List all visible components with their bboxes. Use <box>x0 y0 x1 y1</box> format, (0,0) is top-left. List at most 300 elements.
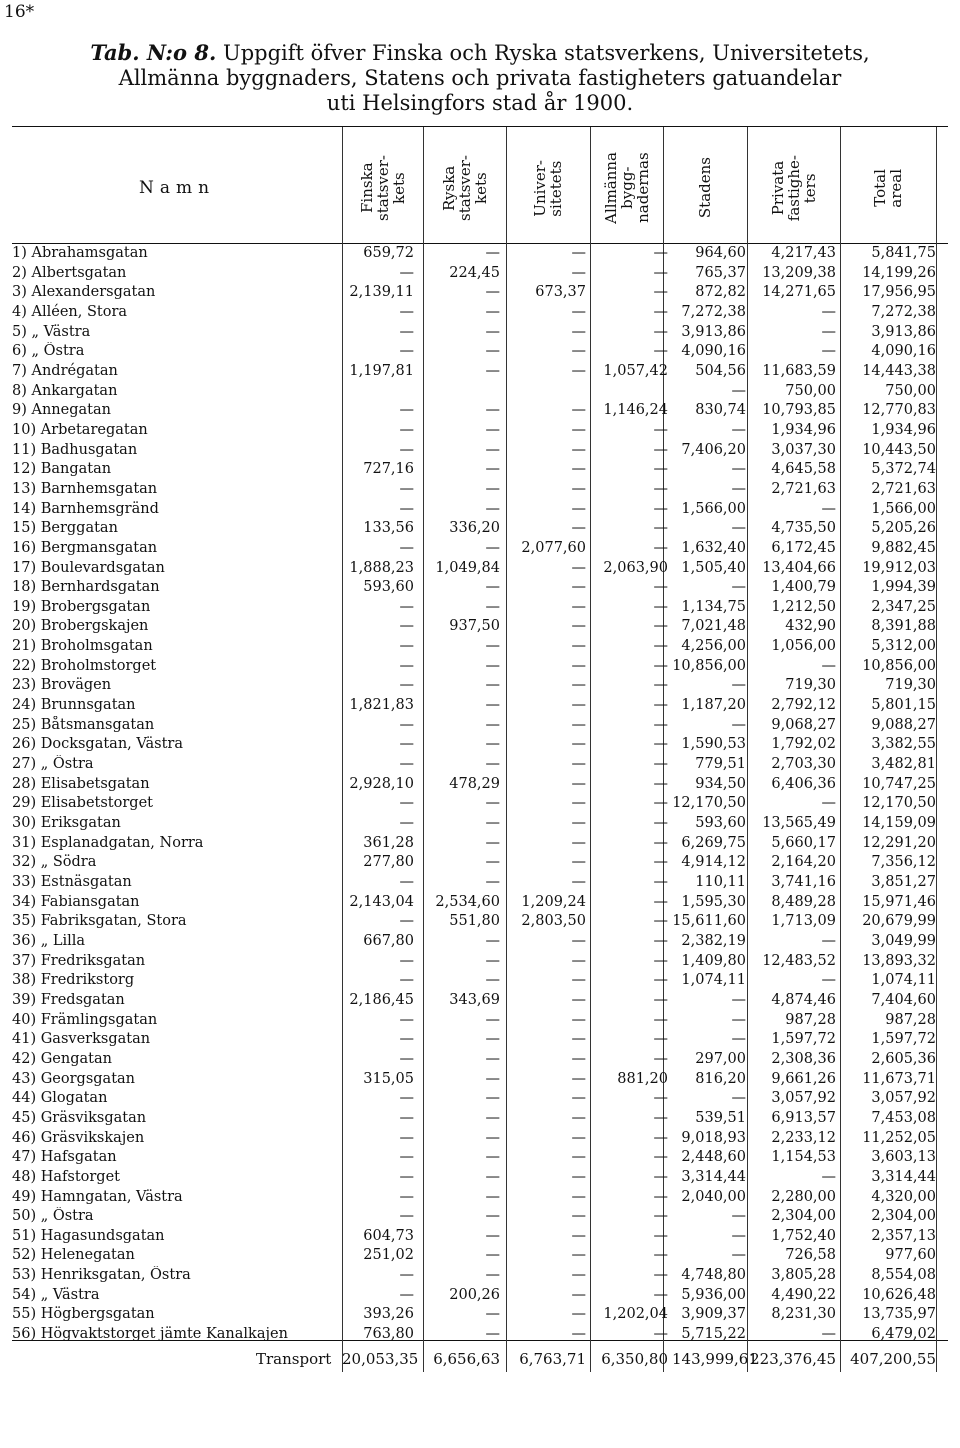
table-cell: 5,936,00 <box>681 1286 746 1303</box>
table-row <box>12 382 948 402</box>
table-cell: 6,479,02 <box>871 1326 936 1343</box>
street-name: 42) Gengatan <box>12 1050 112 1067</box>
table-cell: — <box>571 1090 586 1107</box>
table-cell: — <box>653 500 668 517</box>
table-cell: — <box>571 245 586 261</box>
table-cell: 432,90 <box>785 618 836 635</box>
table-cell: — <box>571 1050 586 1067</box>
table-cell: 504,56 <box>695 362 746 379</box>
table-cell: 19,912,03 <box>862 559 936 576</box>
table-row <box>12 676 948 696</box>
table-cell: 7,272,38 <box>681 303 746 320</box>
table-cell: 12,170,50 <box>862 795 936 812</box>
table-cell: — <box>731 677 746 694</box>
table-row <box>12 1109 948 1129</box>
table-cell: — <box>653 795 668 812</box>
table-cell: 1,632,40 <box>681 539 746 556</box>
table-cell: 14,271,65 <box>762 284 836 301</box>
table-cell: 3,913,86 <box>681 323 746 340</box>
table-cell: 9,661,26 <box>771 1070 836 1087</box>
street-name: 10) Arbetaregatan <box>12 421 148 438</box>
table-row <box>12 362 948 382</box>
table-cell: 593,60 <box>695 815 746 832</box>
table-cell: 551,80 <box>449 913 500 930</box>
table-cell: 2,605,36 <box>871 1050 936 1067</box>
street-name: 30) Eriksgatan <box>12 815 121 832</box>
table-cell: — <box>485 303 500 320</box>
table-cell: — <box>485 815 500 832</box>
table-cell: 2,382,19 <box>681 932 746 949</box>
table-cell: 3,314,44 <box>871 1168 936 1185</box>
table-cell: — <box>653 343 668 360</box>
table-cell: — <box>571 657 586 674</box>
street-name: 56) Högvaktstorget jämte Kanalkajen <box>12 1326 288 1343</box>
street-name: 37) Fredriksgatan <box>12 952 146 969</box>
table-row <box>12 1305 948 1325</box>
table-cell: — <box>571 441 586 458</box>
table-cell: 20,679,99 <box>862 913 936 930</box>
street-name: 39) Fredsgatan <box>12 991 125 1008</box>
table-row <box>12 1011 948 1031</box>
table-row <box>12 814 948 834</box>
table-row <box>12 460 948 480</box>
table-cell: — <box>653 480 668 497</box>
street-name: 23) Brovägen <box>12 677 112 694</box>
table-cell: — <box>485 1090 500 1107</box>
table-cell: — <box>399 323 414 340</box>
table-row <box>12 735 948 755</box>
transport-value: 143,999,61 <box>672 1350 758 1368</box>
table-cell: 872,82 <box>695 284 746 301</box>
table-cell: — <box>399 1208 414 1225</box>
table-cell: 779,51 <box>695 756 746 773</box>
table-cell: 3,913,86 <box>871 323 936 340</box>
table-cell: — <box>571 1247 586 1264</box>
table-cell: 11,683,59 <box>762 362 836 379</box>
table-cell: — <box>653 245 668 261</box>
table-cell: 17,956,95 <box>862 284 936 301</box>
transport-value: 20,053,35 <box>342 1350 419 1368</box>
table-label: Tab. N:o 8. <box>90 40 217 65</box>
street-name: 40) Främlingsgatan <box>12 1011 158 1028</box>
table-cell: 4,914,12 <box>681 854 746 871</box>
table-cell: — <box>571 815 586 832</box>
table-cell: — <box>485 874 500 890</box>
table-cell: — <box>485 736 500 753</box>
table-cell: 4,256,00 <box>681 638 746 655</box>
table-cell: — <box>399 539 414 556</box>
table-cell: — <box>653 1109 668 1126</box>
table-cell: 393,26 <box>363 1306 414 1323</box>
table-cell: 4,490,22 <box>771 1286 836 1303</box>
table-cell: 763,80 <box>363 1326 414 1343</box>
table-cell: — <box>485 284 500 301</box>
table-cell: — <box>571 1109 586 1126</box>
table-cell: 750,00 <box>785 382 836 399</box>
street-name: 35) Fabriksgatan, Stora <box>12 913 187 930</box>
table-cell: — <box>485 972 500 989</box>
table-cell: 7,406,20 <box>681 441 746 458</box>
street-name: 20) Brobergskajen <box>12 618 149 635</box>
table-cell: 2,164,20 <box>771 854 836 871</box>
table-cell: — <box>653 421 668 438</box>
street-name: 27) „ Östra <box>12 756 94 773</box>
table-cell: 2,928,10 <box>349 775 414 792</box>
street-name: 38) Fredrikstorg <box>12 972 135 989</box>
table-cell: — <box>485 421 500 438</box>
table-cell: — <box>485 1227 500 1244</box>
street-name: 2) Albertsgatan <box>12 264 127 281</box>
table-cell: — <box>731 991 746 1008</box>
table-cell: — <box>485 323 500 340</box>
table-row <box>12 500 948 520</box>
table-cell: — <box>485 638 500 655</box>
top-rule <box>12 126 948 127</box>
table-cell: — <box>653 677 668 694</box>
table-row <box>12 1089 948 1109</box>
table-row <box>12 617 948 637</box>
table-cell: — <box>485 697 500 714</box>
table-cell: 3,851,27 <box>871 874 936 890</box>
table-cell: — <box>485 1168 500 1185</box>
table-cell: — <box>653 1227 668 1244</box>
table-cell: 12,291,20 <box>862 834 936 851</box>
table-cell: — <box>485 1208 500 1225</box>
table-cell: 6,913,57 <box>771 1109 836 1126</box>
header-total: Total areal <box>871 168 905 208</box>
table-cell: — <box>653 952 668 969</box>
table-cell: — <box>821 1168 836 1185</box>
street-name: 41) Gasverksgatan <box>12 1031 151 1048</box>
table-cell: 1,146,24 <box>603 402 668 419</box>
street-name: 33) Estnäsgatan <box>12 874 132 890</box>
table-cell: — <box>485 441 500 458</box>
table-cell: 13,565,49 <box>762 815 836 832</box>
table-cell: 1,566,00 <box>681 500 746 517</box>
table-cell: 1,154,53 <box>771 1149 836 1166</box>
header-universitetets: Univer- sitetets <box>531 159 565 217</box>
table-cell: 4,217,43 <box>771 245 836 261</box>
table-cell: 3,482,81 <box>871 756 936 773</box>
table-cell: — <box>821 972 836 989</box>
table-cell: — <box>399 638 414 655</box>
table-cell: 5,312,00 <box>871 638 936 655</box>
street-name: 43) Georgsgatan <box>12 1070 136 1087</box>
table-cell: — <box>571 598 586 615</box>
table-cell: 315,05 <box>363 1070 414 1087</box>
table-cell: — <box>399 303 414 320</box>
table-row <box>12 401 948 421</box>
table-cell: — <box>821 932 836 949</box>
table-cell: 200,26 <box>449 1286 500 1303</box>
table-cell: 1,187,20 <box>681 697 746 714</box>
table-cell: 478,29 <box>449 775 500 792</box>
street-name: 55) Högbergsgatan <box>12 1306 155 1323</box>
table-row <box>12 342 948 362</box>
header-privata: Privata fastighe- ters <box>768 154 819 222</box>
table-cell: 4,090,16 <box>871 343 936 360</box>
table-cell: — <box>399 421 414 438</box>
table-cell: 11,252,05 <box>862 1129 936 1146</box>
table-cell: 9,018,93 <box>681 1129 746 1146</box>
table-cell: — <box>571 480 586 497</box>
table-cell: 2,308,36 <box>771 1050 836 1067</box>
transport-value: 6,350,80 <box>601 1350 668 1368</box>
table-cell: 10,856,00 <box>672 657 746 674</box>
table-row <box>12 519 948 539</box>
title-line-1: Uppgift öfver Finska och Ryska statsverkens, Universitetets, <box>223 41 870 65</box>
table-cell: 964,60 <box>695 245 746 261</box>
table-cell: — <box>485 579 500 596</box>
table-cell: — <box>731 520 746 537</box>
table-cell: — <box>485 756 500 773</box>
table-cell: — <box>731 1247 746 1264</box>
table-cell: — <box>485 1188 500 1205</box>
table-cell: — <box>653 1326 668 1343</box>
table-cell: — <box>485 402 500 419</box>
street-name: 54) „ Västra <box>12 1286 100 1303</box>
transport-value: 6,763,71 <box>519 1350 586 1368</box>
table-cell: — <box>571 874 586 890</box>
street-name: 49) Hamngatan, Västra <box>12 1188 183 1205</box>
table-cell: — <box>653 1050 668 1067</box>
table-cell: — <box>399 1050 414 1067</box>
table-cell: 3,805,28 <box>771 1267 836 1284</box>
table-cell: — <box>731 480 746 497</box>
table-body <box>12 244 948 1345</box>
table-row <box>12 991 948 1011</box>
table-cell: 5,841,75 <box>871 245 936 261</box>
table-cell: 6,172,45 <box>771 539 836 556</box>
table-cell: — <box>485 1050 500 1067</box>
table-title <box>0 40 960 116</box>
table-cell: 830,74 <box>695 402 746 419</box>
street-name: 28) Elisabetsgatan <box>12 775 150 792</box>
table-cell: — <box>731 1011 746 1028</box>
table-cell: 1,409,80 <box>681 952 746 969</box>
table-cell: 2,792,12 <box>771 697 836 714</box>
table-cell: 1,888,23 <box>349 559 414 576</box>
table-cell: — <box>399 952 414 969</box>
table-cell: — <box>653 1129 668 1146</box>
table-cell: — <box>571 854 586 871</box>
table-cell: — <box>653 1011 668 1028</box>
table-cell: 7,272,38 <box>871 303 936 320</box>
table-row <box>12 441 948 461</box>
table-cell: — <box>653 1267 668 1284</box>
table-cell: — <box>571 1149 586 1166</box>
table-cell: — <box>571 756 586 773</box>
table-cell: 2,703,30 <box>771 756 836 773</box>
table-cell: 1,049,84 <box>435 559 500 576</box>
table-cell: — <box>571 1227 586 1244</box>
table-cell: 673,37 <box>535 284 586 301</box>
table-cell: 2,063,90 <box>603 559 668 576</box>
table-cell: 2,186,45 <box>349 991 414 1008</box>
table-cell: — <box>653 520 668 537</box>
table-row <box>12 283 948 303</box>
table-cell: — <box>653 284 668 301</box>
table-cell: 7,356,12 <box>871 854 936 871</box>
street-name: 19) Brobergsgatan <box>12 598 151 615</box>
table-cell: — <box>653 972 668 989</box>
table-cell: 1,505,40 <box>681 559 746 576</box>
table-cell: — <box>571 991 586 1008</box>
table-cell: — <box>399 795 414 812</box>
table-cell: 12,483,52 <box>762 952 836 969</box>
street-name: 5) „ Västra <box>12 323 91 340</box>
table-cell: — <box>571 1129 586 1146</box>
table-cell: 1,597,72 <box>771 1031 836 1048</box>
table-cell: — <box>653 893 668 910</box>
table-cell: — <box>731 1031 746 1048</box>
table-cell: 10,443,50 <box>862 441 936 458</box>
table-cell: 2,233,12 <box>771 1129 836 1146</box>
table-cell: — <box>653 932 668 949</box>
table-cell: — <box>571 775 586 792</box>
table-cell: — <box>653 1188 668 1205</box>
table-cell: — <box>485 1306 500 1323</box>
table-cell: 6,406,36 <box>771 775 836 792</box>
table-row <box>12 1070 948 1090</box>
table-cell: — <box>653 579 668 596</box>
table-cell: 3,741,16 <box>771 874 836 890</box>
table-cell: 10,856,00 <box>862 657 936 674</box>
table-cell: 297,00 <box>695 1050 746 1067</box>
table-cell: — <box>399 1109 414 1126</box>
table-cell: — <box>571 1208 586 1225</box>
table-cell: — <box>571 402 586 419</box>
table-cell: — <box>653 815 668 832</box>
table-cell: — <box>571 1267 586 1284</box>
street-name: 29) Elisabetstorget <box>12 795 153 812</box>
street-name: 48) Hafstorget <box>12 1168 120 1185</box>
table-cell: 750,00 <box>885 382 936 399</box>
street-name: 3) Alexandersgatan <box>12 284 156 301</box>
table-cell: 719,30 <box>885 677 936 694</box>
title-line-3: uti Helsingfors stad år 1900. <box>326 91 634 115</box>
table-cell: — <box>571 1168 586 1185</box>
table-cell: 9,088,27 <box>871 716 936 733</box>
table-cell: — <box>399 756 414 773</box>
street-name: 36) „ Lilla <box>12 932 86 949</box>
table-cell: — <box>485 716 500 733</box>
table-cell: — <box>399 874 414 890</box>
transport-label: Transport <box>256 1350 332 1368</box>
table-cell: 5,372,74 <box>871 461 936 478</box>
table-cell: 10,793,85 <box>762 402 836 419</box>
table-cell: 2,040,00 <box>681 1188 746 1205</box>
table-cell: — <box>653 638 668 655</box>
table-cell: — <box>653 736 668 753</box>
table-cell: 7,404,60 <box>871 991 936 1008</box>
table-cell: — <box>653 1168 668 1185</box>
header-allmanna: Allmänna bygg- nadernas <box>601 152 652 224</box>
table-cell: 2,534,60 <box>435 893 500 910</box>
table-cell: — <box>571 323 586 340</box>
table-cell: — <box>485 598 500 615</box>
table-cell: — <box>653 461 668 478</box>
table-cell: — <box>571 1031 586 1048</box>
table-cell: — <box>485 1031 500 1048</box>
table-row <box>12 1246 948 1266</box>
table-cell: — <box>731 579 746 596</box>
table-cell: — <box>653 697 668 714</box>
table-cell: — <box>731 1227 746 1244</box>
table-cell: 1,590,53 <box>681 736 746 753</box>
table-row <box>12 834 948 854</box>
table-row <box>12 244 948 264</box>
street-name: 12) Bangatan <box>12 461 112 478</box>
table-cell: 15,611,60 <box>672 913 746 930</box>
table-cell: 6,269,75 <box>681 834 746 851</box>
table-row <box>12 1168 948 1188</box>
table-cell: 5,715,22 <box>681 1326 746 1343</box>
table-cell: — <box>653 913 668 930</box>
table-cell: 13,893,32 <box>862 952 936 969</box>
table-cell: — <box>399 1286 414 1303</box>
table-cell: — <box>821 1326 836 1343</box>
table-cell: 3,037,30 <box>771 441 836 458</box>
street-name: 45) Gräsviksgatan <box>12 1109 147 1126</box>
table-row <box>12 1129 948 1149</box>
table-cell: 5,801,15 <box>871 697 936 714</box>
table-cell: — <box>485 480 500 497</box>
table-cell: — <box>571 500 586 517</box>
street-name: 11) Badhusgatan <box>12 441 138 458</box>
street-name: 16) Bergmansgatan <box>12 539 158 556</box>
table-row <box>12 716 948 736</box>
street-name: 25) Båtsmansgatan <box>12 716 155 733</box>
table-cell: — <box>399 657 414 674</box>
table-cell: — <box>653 264 668 281</box>
table-cell: — <box>571 559 586 576</box>
table-cell: — <box>399 343 414 360</box>
table-cell: 539,51 <box>695 1109 746 1126</box>
street-name: 46) Gräsvikskajen <box>12 1129 145 1146</box>
table-cell: — <box>571 1070 586 1087</box>
table-cell: 1,713,09 <box>771 913 836 930</box>
table-cell: 667,80 <box>363 932 414 949</box>
street-name: 51) Hagasundsgatan <box>12 1227 165 1244</box>
table-cell: 1,821,83 <box>349 697 414 714</box>
table-cell: — <box>399 1188 414 1205</box>
street-name: 31) Esplanadgatan, Norra <box>12 834 204 851</box>
table-row <box>12 421 948 441</box>
table-cell: 3,603,13 <box>871 1149 936 1166</box>
table-cell: — <box>571 795 586 812</box>
table-cell: — <box>821 303 836 320</box>
table-cell: 2,803,50 <box>521 913 586 930</box>
table-cell: — <box>571 264 586 281</box>
table-row <box>12 480 948 500</box>
title-line-2: Allmänna byggnaders, Statens och privata fastigheters gatuandelar <box>118 66 842 90</box>
table-cell: 1,197,81 <box>349 362 414 379</box>
table-cell: 251,02 <box>363 1247 414 1264</box>
transport-value: 6,656,63 <box>433 1350 500 1368</box>
table-cell: 881,20 <box>617 1070 668 1087</box>
table-cell: — <box>485 932 500 949</box>
table-cell: 224,45 <box>449 264 500 281</box>
table-row <box>12 1030 948 1050</box>
table-cell: 11,673,71 <box>862 1070 936 1087</box>
table-cell: 934,50 <box>695 775 746 792</box>
table-cell: — <box>653 775 668 792</box>
table-cell: — <box>653 991 668 1008</box>
table-cell: 987,28 <box>785 1011 836 1028</box>
table-cell: — <box>653 874 668 890</box>
street-name: 47) Hafsgatan <box>12 1149 117 1166</box>
